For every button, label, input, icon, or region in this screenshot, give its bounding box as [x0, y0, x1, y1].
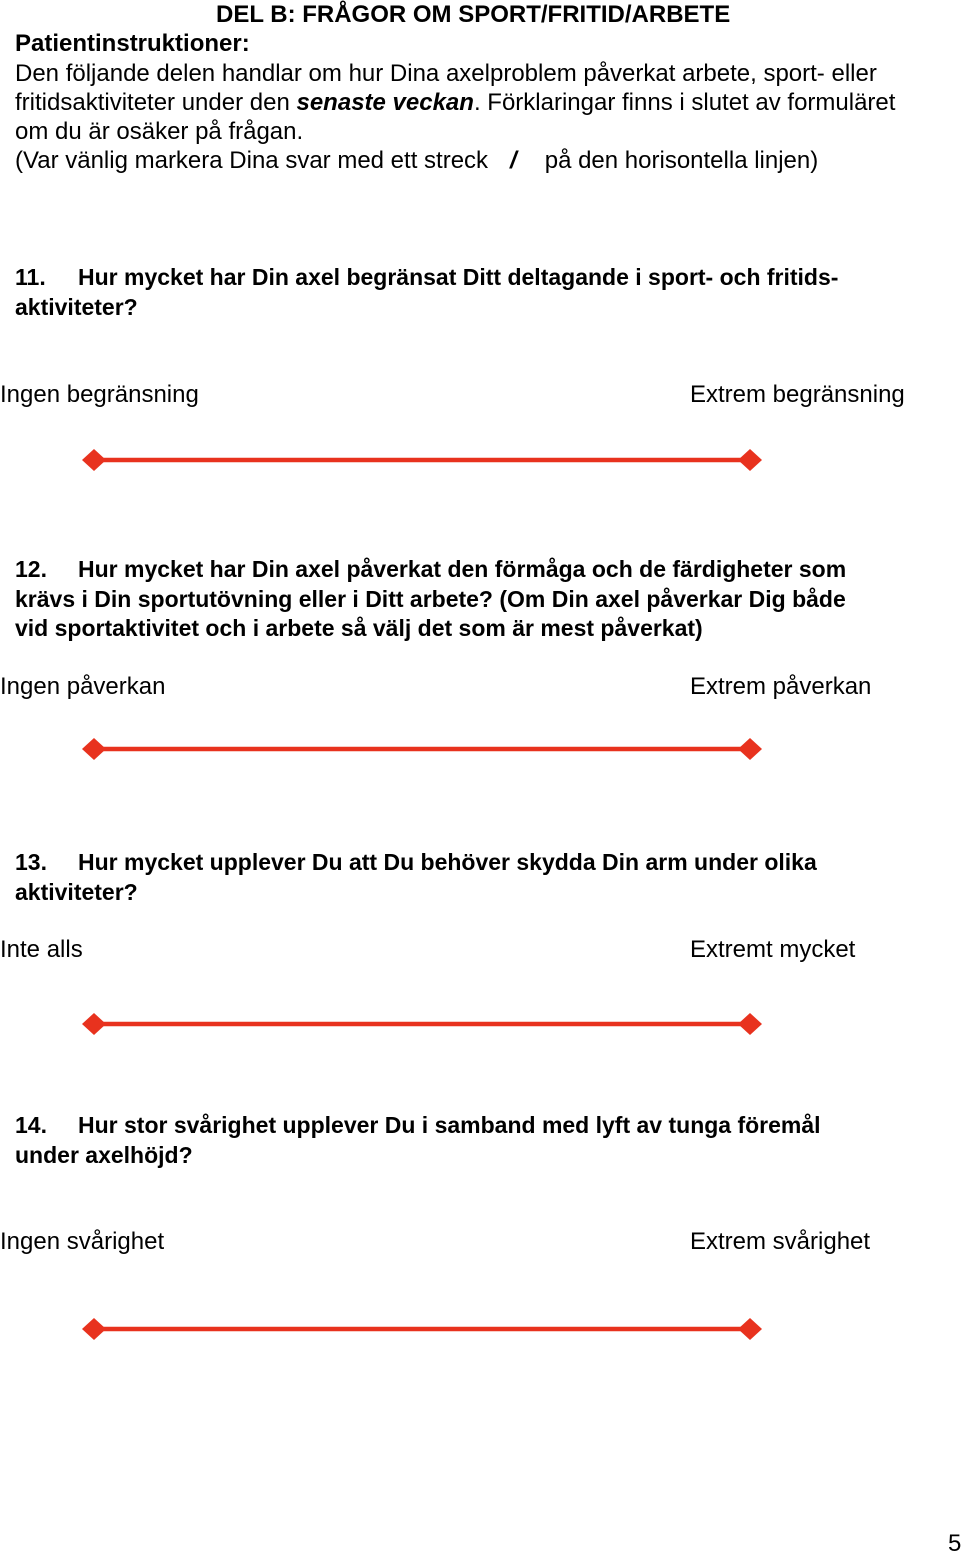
- note-text-start: (Var vänlig markera Dina svar med ett streck: [15, 147, 489, 174]
- note-slash: /: [510, 147, 517, 174]
- question-14-line-2: under axelhöjd?: [15, 1141, 193, 1168]
- note-text-end: på den horisontella linjen): [544, 147, 819, 174]
- instructions-line-3: om du är osäker på frågan.: [15, 118, 304, 145]
- instructions-line-1: Den följande delen handlar om hur Dina axelproblem påverkat arbete, sport- eller: [15, 60, 877, 87]
- question-13-scale-right-end: [738, 1013, 762, 1035]
- instructions-text: [15, 59, 950, 146]
- instructions-line-2-end: . Förklaringar finns i slutet av formuläret: [473, 89, 896, 116]
- instructions-line-2-start: fritidsaktiviteter under den: [15, 89, 297, 116]
- question-14-scale-left-end: [82, 1318, 106, 1340]
- question-14-line-1: [15, 1111, 950, 1141]
- question-12-left-anchor: Ingen påverkan: [0, 673, 166, 700]
- question-12-line-3: vid sportaktivitet och i arbete så välj det som är mest påverkat): [15, 615, 703, 641]
- question-11-scale[interactable]: [80, 447, 765, 473]
- question-13-line-1: [15, 848, 950, 878]
- question-11-scale-graphic: [80, 447, 765, 473]
- question-12-number: 12.: [15, 556, 47, 582]
- question-11-text-1: Hur mycket har Din axel begränsat Ditt deltagande i sport- och fritids-: [78, 264, 839, 290]
- question-11: [15, 263, 950, 322]
- instructions-line-2: [15, 88, 950, 117]
- question-13-scale-left-end: [82, 1013, 106, 1035]
- question-12-text-1: Hur mycket har Din axel påverkat den förmåga och de färdigheter som: [78, 556, 847, 582]
- question-12-scale-graphic: [80, 736, 765, 762]
- question-12-line-1: [15, 555, 950, 585]
- question-11-line-2: aktiviteter?: [15, 293, 138, 320]
- question-11-line-1: [15, 263, 950, 293]
- question-13-number: 13.: [15, 849, 47, 875]
- question-13-text-1: Hur mycket upplever Du att Du behöver skydda Din arm under olika: [78, 849, 817, 875]
- question-13-scale-graphic: [80, 1011, 765, 1037]
- question-12-scale-right-end: [738, 738, 762, 760]
- question-14-left-anchor: Ingen svårighet: [0, 1228, 165, 1255]
- section-title: DEL B: FRÅGOR OM SPORT/FRITID/ARBETE: [216, 1, 731, 28]
- question-14-number: 14.: [15, 1112, 47, 1138]
- instructions-heading: Patientinstruktioner:: [15, 30, 250, 57]
- question-13: [15, 848, 950, 907]
- question-11-right-anchor: Extrem begränsning: [690, 381, 905, 408]
- question-11-scale-left-end: [82, 449, 106, 471]
- question-13-line-2: aktiviteter?: [15, 878, 138, 905]
- question-14-scale-graphic: [80, 1316, 765, 1342]
- instructions-emphasis: senaste veckan: [296, 89, 474, 116]
- question-14-right-anchor: Extrem svårighet: [690, 1228, 871, 1255]
- question-12-scale-left-end: [82, 738, 106, 760]
- question-11-number: 11.: [15, 264, 46, 290]
- question-13-right-anchor: Extremt mycket: [690, 936, 856, 963]
- question-14-scale[interactable]: [80, 1316, 765, 1342]
- question-12-line-2: krävs i Din sportutövning eller i Ditt arbete? (Om Din axel påverkar Dig både: [15, 585, 846, 612]
- instructions-note: [15, 147, 818, 175]
- question-12-right-anchor: Extrem påverkan: [690, 673, 872, 700]
- question-14: [15, 1111, 950, 1170]
- page-number: 5: [948, 1530, 961, 1557]
- question-12-scale[interactable]: [80, 736, 765, 762]
- question-13-scale[interactable]: [80, 1011, 765, 1037]
- question-13-left-anchor: Inte alls: [0, 936, 83, 963]
- question-11-scale-right-end: [738, 449, 762, 471]
- question-14-scale-right-end: [738, 1318, 762, 1340]
- question-11-left-anchor: Ingen begränsning: [0, 381, 199, 408]
- question-12: [15, 555, 950, 644]
- question-14-text-1: Hur stor svårighet upplever Du i samband med lyft av tunga föremål: [78, 1112, 821, 1138]
